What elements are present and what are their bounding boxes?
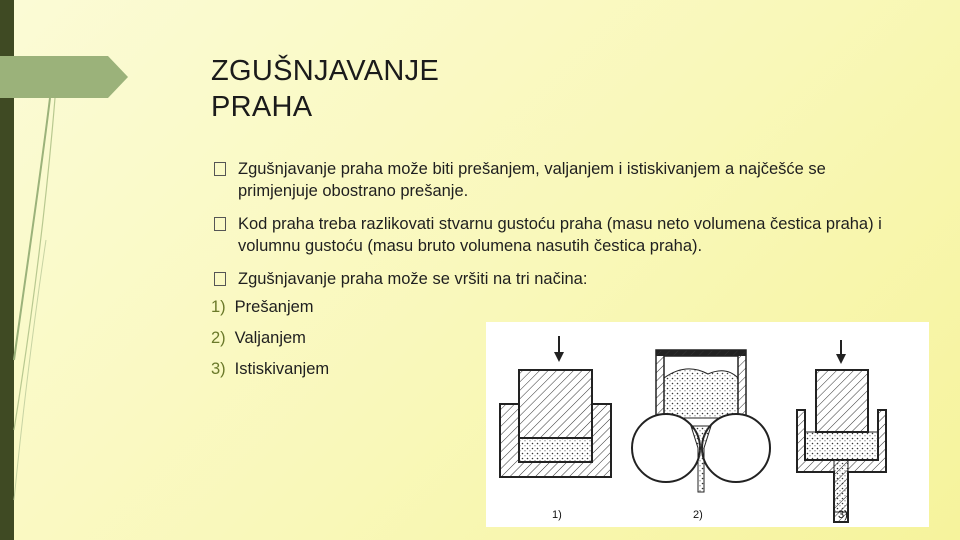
bullet-text: Zgušnjavanje praha može se vršiti na tri načina: bbox=[238, 270, 588, 288]
bullet-list bbox=[214, 158, 904, 301]
bullet-text: Kod praha treba razlikovati stvarnu gustoću praha (masu neto volumena čestica praha) i volumnu gustoću (masu bruto volumena nasutih čestica praha). bbox=[238, 215, 882, 255]
figure-label-3: 3) bbox=[838, 509, 848, 521]
item-number: 2) bbox=[211, 329, 226, 347]
item-text: Valjanjem bbox=[234, 329, 306, 347]
title-tab-arrow bbox=[0, 56, 128, 98]
bullet-item bbox=[214, 213, 904, 257]
bullet-text: Zgušnjavanje praha može biti prešanjem, valjanjem i istiskivanjem a najčešće se primjenjuje obostrano prešanje. bbox=[238, 160, 826, 200]
compaction-methods-figure bbox=[486, 322, 929, 527]
bullet-box-icon bbox=[214, 217, 226, 231]
title-line-1: ZGUŠNJAVANJE bbox=[211, 55, 440, 87]
bullet-box-icon bbox=[214, 162, 226, 176]
numbered-list bbox=[211, 296, 329, 389]
pressing-diagram bbox=[500, 336, 611, 477]
numbered-item bbox=[211, 296, 329, 318]
bullet-box-icon bbox=[214, 272, 226, 286]
item-text: Istiskivanjem bbox=[234, 360, 330, 378]
title-line-2: PRAHA bbox=[211, 91, 313, 123]
rolling-diagram bbox=[632, 350, 770, 492]
item-number: 1) bbox=[211, 298, 226, 316]
figure-label-1: 1) bbox=[552, 509, 562, 521]
item-text: Prešanjem bbox=[234, 298, 314, 316]
compaction-diagram bbox=[486, 322, 929, 527]
item-number: 3) bbox=[211, 360, 226, 378]
figure-label-2: 2) bbox=[693, 509, 703, 521]
numbered-item bbox=[211, 327, 329, 349]
slide-title bbox=[211, 53, 439, 125]
extrusion-diagram bbox=[797, 340, 886, 522]
bullet-item bbox=[214, 268, 904, 290]
numbered-item bbox=[211, 358, 329, 380]
bullet-item bbox=[214, 158, 904, 202]
